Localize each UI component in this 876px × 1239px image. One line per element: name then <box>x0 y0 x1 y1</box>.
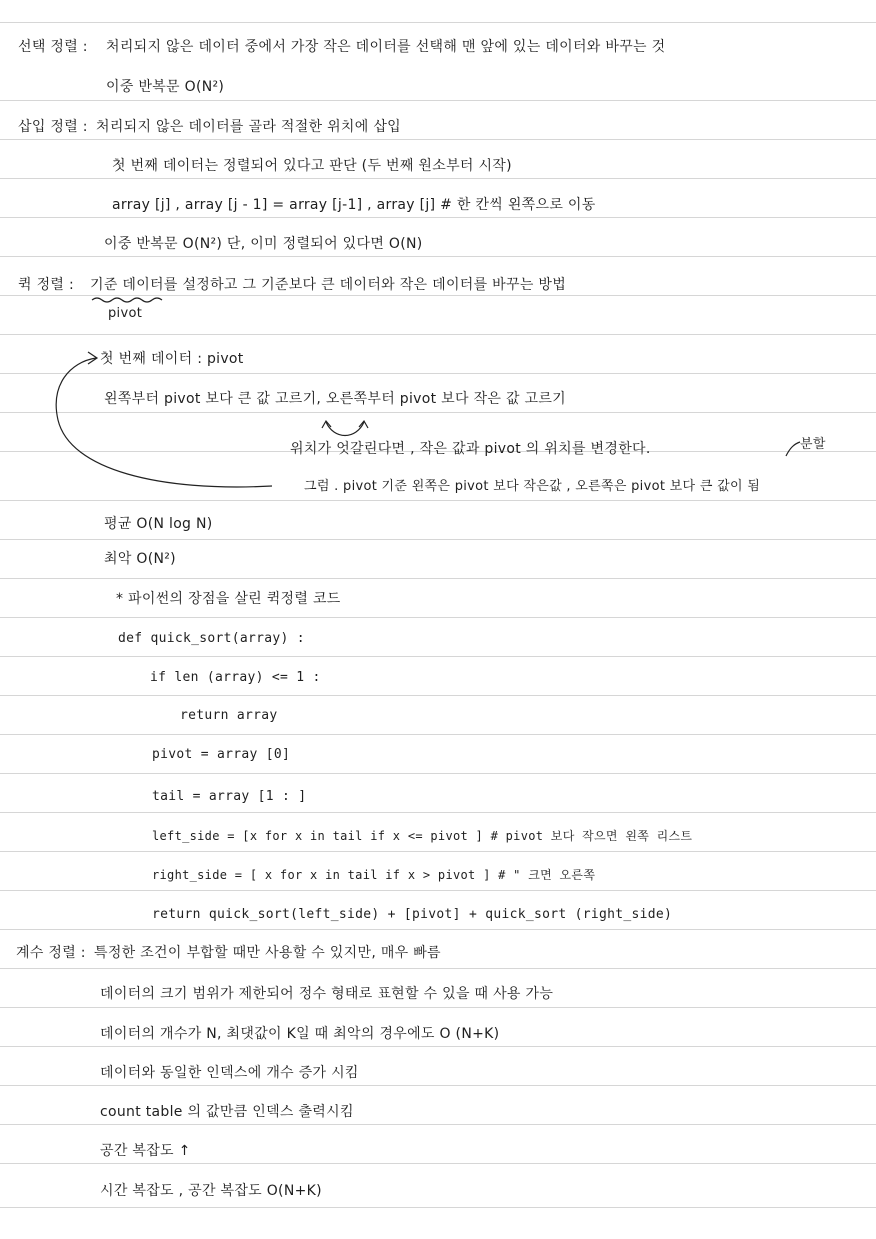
code-line: tail = array [1 : ] <box>152 789 307 804</box>
selection-sort-desc: 처리되지 않은 데이터 중에서 가장 작은 데이터를 선택해 맨 앞에 있는 데이터와 바꾸는 것 <box>106 39 666 55</box>
counting-sort-line-6: 시간 복잡도 , 공간 복잡도 O(N+K) <box>100 1183 322 1199</box>
wavy-underline <box>92 298 162 302</box>
quick-sort-worst: 최악 O(N²) <box>104 551 176 567</box>
counting-sort-desc: 특정한 조건이 부합할 때만 사용할 수 있지만, 매우 빠름 <box>94 945 441 961</box>
quick-sort-step-3: 위치가 엇갈린다면 , 작은 값과 pivot 의 위치를 변경한다. <box>290 441 651 457</box>
code-line: return quick_sort(left_side) + [pivot] + quick_sort (right_side) <box>152 907 673 922</box>
insertion-sort-title: 삽입 정렬 : <box>18 119 88 135</box>
selection-sort-complexity: 이중 반복문 O(N²) <box>106 79 225 95</box>
insertion-sort-first: 첫 번째 데이터는 정렬되어 있다고 판단 (두 번째 원소부터 시작) <box>112 158 512 174</box>
swap-arc-head <box>322 421 331 428</box>
quick-sort-step-1: 첫 번째 데이터 : pivot <box>100 351 244 367</box>
quick-sort-step-2: 왼쪽부터 pivot 보다 큰 값 고르기, 오른쪽부터 pivot 보다 작은 값 고르기 <box>104 391 567 407</box>
swap-arc-head <box>359 421 368 428</box>
insertion-sort-complexity: 이중 반복문 O(N²) 단, 이미 정렬되어 있다면 O(N) <box>104 236 423 252</box>
quick-sort-title: 퀵 정렬 : <box>18 277 74 293</box>
counting-sort-line-1: 데이터의 크기 범위가 제한되어 정수 형태로 표현할 수 있을 때 사용 가능 <box>100 986 554 1002</box>
quick-sort-step-4: 그럼 . pivot 기준 왼쪽은 pivot 보다 작은값 , 오른쪽은 pivot 보다 큰 값이 됨 <box>304 479 761 494</box>
split-note: 분할 <box>800 437 826 452</box>
counting-sort-line-2: 데이터의 개수가 N, 최댓값이 K일 때 최악의 경우에도 O (N+K) <box>100 1026 500 1042</box>
insertion-sort-swap: array [j] , array [j - 1] = array [j-1] , array [j] # 한 칸씩 왼쪽으로 이동 <box>112 197 596 213</box>
code-line: right_side = [ x for x in tail if x > pivot ] # " 크면 오른쪽 <box>152 868 596 882</box>
quick-sort-desc: 기준 데이터를 설정하고 그 기준보다 큰 데이터와 작은 데이터를 바꾸는 방법 <box>90 277 567 293</box>
code-line: def quick_sort(array) : <box>118 631 305 646</box>
return-arrow <box>56 358 272 487</box>
code-line: left_side = [x for x in tail if x <= pivot ] # pivot 보다 작으면 왼쪽 리스트 <box>152 829 693 843</box>
counting-sort-line-3: 데이터와 동일한 인덱스에 개수 증가 시킴 <box>100 1065 359 1081</box>
selection-sort-title: 선택 정렬 : <box>18 39 88 55</box>
counting-sort-title: 계수 정렬 : <box>16 945 86 961</box>
counting-sort-line-4: count table 의 값만큼 인덱스 출력시킴 <box>100 1104 354 1120</box>
split-arrow <box>786 442 800 456</box>
code-line: pivot = array [0] <box>152 747 291 762</box>
counting-sort-line-5: 공간 복잡도 ↑ <box>100 1143 191 1159</box>
swap-arc <box>326 422 364 436</box>
pivot-annotation: pivot <box>108 306 143 321</box>
quick-sort-average: 평균 O(N log N) <box>104 516 213 532</box>
quick-sort-code-title: * 파이썬의 장점을 살린 퀵정렬 코드 <box>116 591 341 607</box>
code-line: if len (array) <= 1 : <box>150 670 321 685</box>
code-line: return array <box>180 708 278 723</box>
insertion-sort-desc: 처리되지 않은 데이터를 골라 적절한 위치에 삽입 <box>96 119 401 135</box>
